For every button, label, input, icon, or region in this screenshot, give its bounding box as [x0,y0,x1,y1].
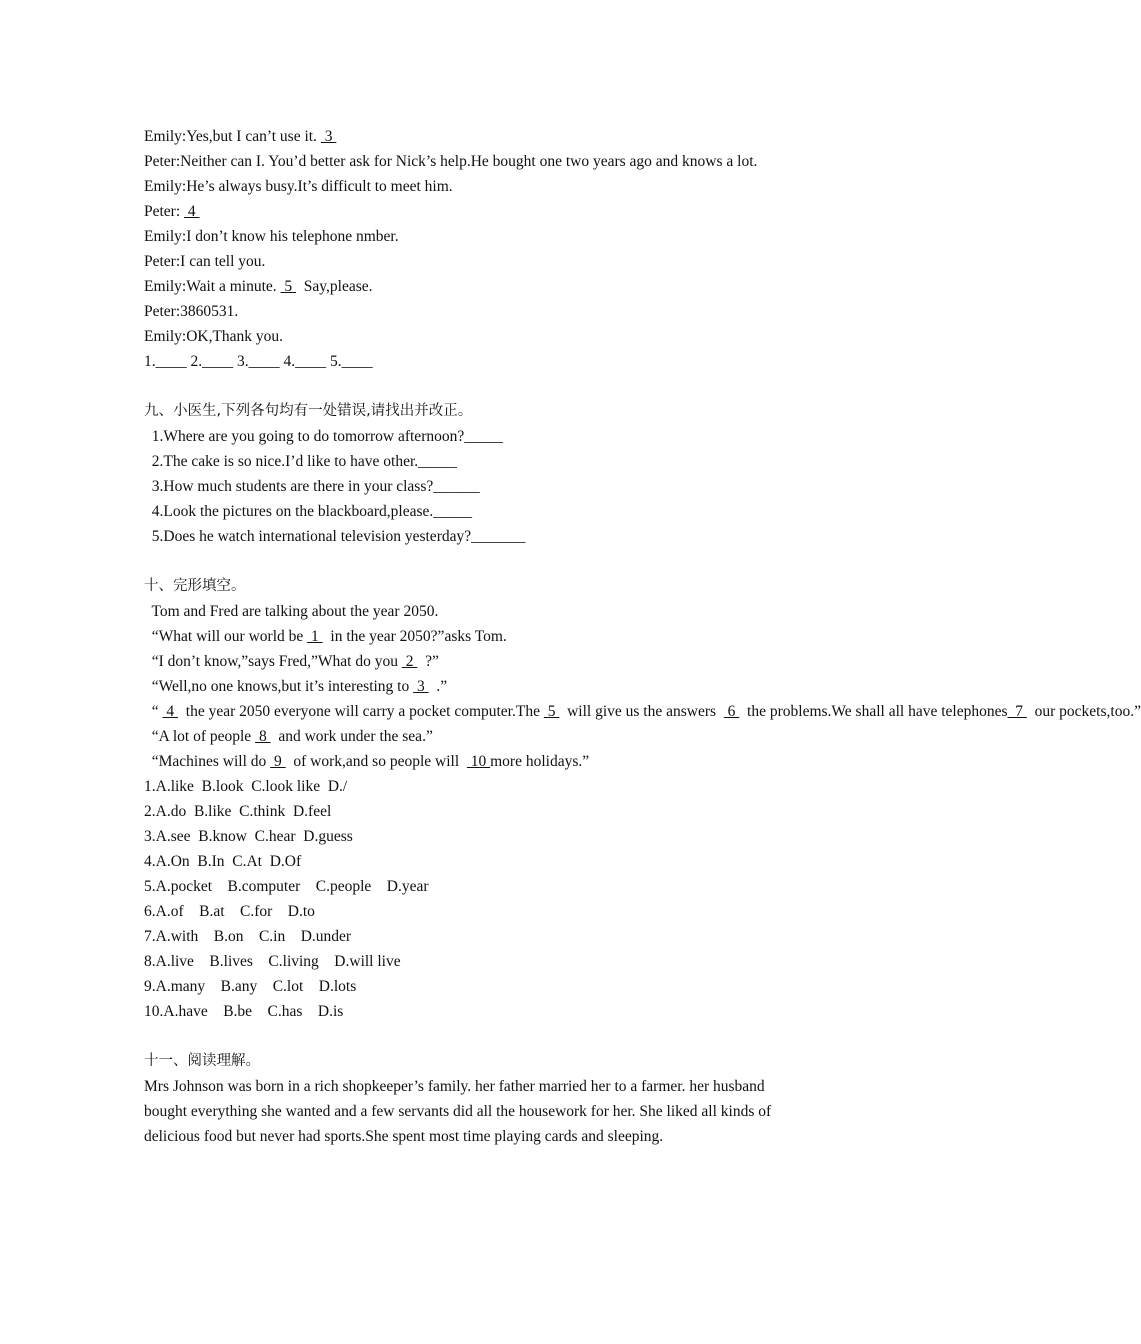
cloze-option-row: 4.A.On B.In C.At D.Of [144,853,302,870]
blank-number: 5 [543,703,560,720]
cloze-option-row: 7.A.with B.on C.in D.under [144,928,352,945]
section-10-heading: 十、完形填空。 [144,578,246,594]
cloze-option-row: 10.A.have B.be C.has D.is [144,1003,344,1020]
blank-number: 8 [255,728,271,745]
section-9-heading: 九、小医生,下列各句均有一处错误,请找出并改正。 [144,403,473,419]
cloze-passage-line [144,599,809,624]
blank-number: 9 [270,753,286,770]
dialogue-line [144,124,809,149]
passage-text: “I don’t know,”says Fred,”What do you [144,653,402,670]
dialogue-line [144,299,809,324]
dialogue-section [144,124,809,374]
dialogue-line [144,324,809,349]
dialogue-text: Emily:OK,Thank you. [144,328,284,345]
passage-text: “What will our world be [144,628,308,645]
dialogue-line [144,249,809,274]
cloze-passage-line [144,724,809,749]
error-sentence-item: 5.Does he watch international television yesterday?_______ [144,528,526,545]
cloze-option-row: 2.A.do B.like C.think D.feel [144,803,332,820]
passage-text: “Machines will do [144,753,271,770]
cloze-passage-line [144,649,809,674]
passage-text: ?” [417,653,439,670]
error-sentence-item: 2.The cake is so nice.I’d like to have other._____ [144,453,457,470]
dialogue-text: 1.____ 2.____ 3.____ 4.____ 5.____ [144,353,373,370]
dialogue-line [144,149,809,174]
passage-text: and work under the sea.” [270,728,433,745]
passage-text: the problems.We shall all have telephones [739,703,1008,720]
cloze-option-row: 9.A.many B.any C.lot D.lots [144,978,357,995]
passage-text: our pockets,too.” [1026,703,1141,720]
blank-number: 5 [280,278,297,295]
blank-number: 3 [320,128,337,145]
blank-number: 6 [723,703,740,720]
passage-text: “ [144,703,163,720]
error-sentence-item: 1.Where are you going to do tomorrow afternoon?_____ [144,428,503,445]
dialogue-text: Peter:Neither can I. You’d better ask for Nick’s help.He bought one two years ago and knows a lot. [144,153,758,170]
section-10 [144,574,1141,1024]
dialogue-text: Emily:Yes,but I can’t use it. [144,128,321,145]
dialogue-line [144,349,809,374]
dialogue-text: Emily:I don’t know his telephone nmber. [144,228,399,245]
cloze-passage-line [144,699,1141,724]
blank-number: 1 [307,628,323,645]
passage-text: the year 2050 everyone will carry a pocket computer.The [178,703,544,720]
passage-text: will give us the answers [559,703,724,720]
dialogue-line [144,274,809,299]
cloze-option-row: 8.A.live B.lives C.living D.will live [144,953,401,970]
passage-text: in the year 2050?”asks Tom. [322,628,507,645]
blank-number: 3 [413,678,429,695]
document-page [144,124,1141,1149]
cloze-option-row: 6.A.of B.at C.for D.to [144,903,315,920]
passage-text: “Well,no one knows,but it’s interesting to [144,678,414,695]
error-sentence-item: 4.Look the pictures on the blackboard,please._____ [144,503,472,520]
dialogue-line [144,174,809,199]
dialogue-line [144,199,809,224]
dialogue-text: Emily:He’s always busy.It’s difficult to meet him. [144,178,453,195]
passage-text: of work,and so people will [285,753,467,770]
dialogue-text: Say,please. [296,278,373,295]
blank-number: 2 [401,653,418,670]
error-sentence-item: 3.How much students are there in your class?______ [144,478,480,495]
passage-text: more holidays.” [490,753,590,770]
blank-number: 4 [162,703,179,720]
reading-paragraph: Mrs Johnson was born in a rich shopkeeper’s family. her father married her to a farmer. her husband bought everything she wanted and a few servants did all the housework for her. She liked all kinds of delicious food but never had sports.She spent most time playing cards and sleeping. [144,1078,772,1145]
section-11-heading: 十一、阅读理解。 [144,1053,260,1069]
dialogue-text: Peter:3860531. [144,303,239,320]
cloze-passage-line [144,749,809,774]
cloze-option-row: 1.A.like B.look C.look like D./ [144,778,348,795]
cloze-passage-line [144,674,809,699]
passage-text: .” [428,678,448,695]
blank-number: 10 [466,753,491,770]
dialogue-line [144,224,809,249]
cloze-passage-line [144,624,809,649]
cloze-option-row: 3.A.see B.know C.hear D.guess [144,828,353,845]
cloze-option-row: 5.A.pocket B.computer C.people D.year [144,878,429,895]
section-11 [144,1049,809,1149]
dialogue-text: Peter:I can tell you. [144,253,266,270]
blank-number: 4 [184,203,200,220]
section-9 [144,399,809,549]
dialogue-text: Emily:Wait a minute. [144,278,281,295]
blank-number: 7 [1007,703,1027,720]
dialogue-text: Peter: [144,203,185,220]
passage-text: “A lot of people [144,728,256,745]
passage-text: Tom and Fred are talking about the year 2050. [144,603,439,620]
